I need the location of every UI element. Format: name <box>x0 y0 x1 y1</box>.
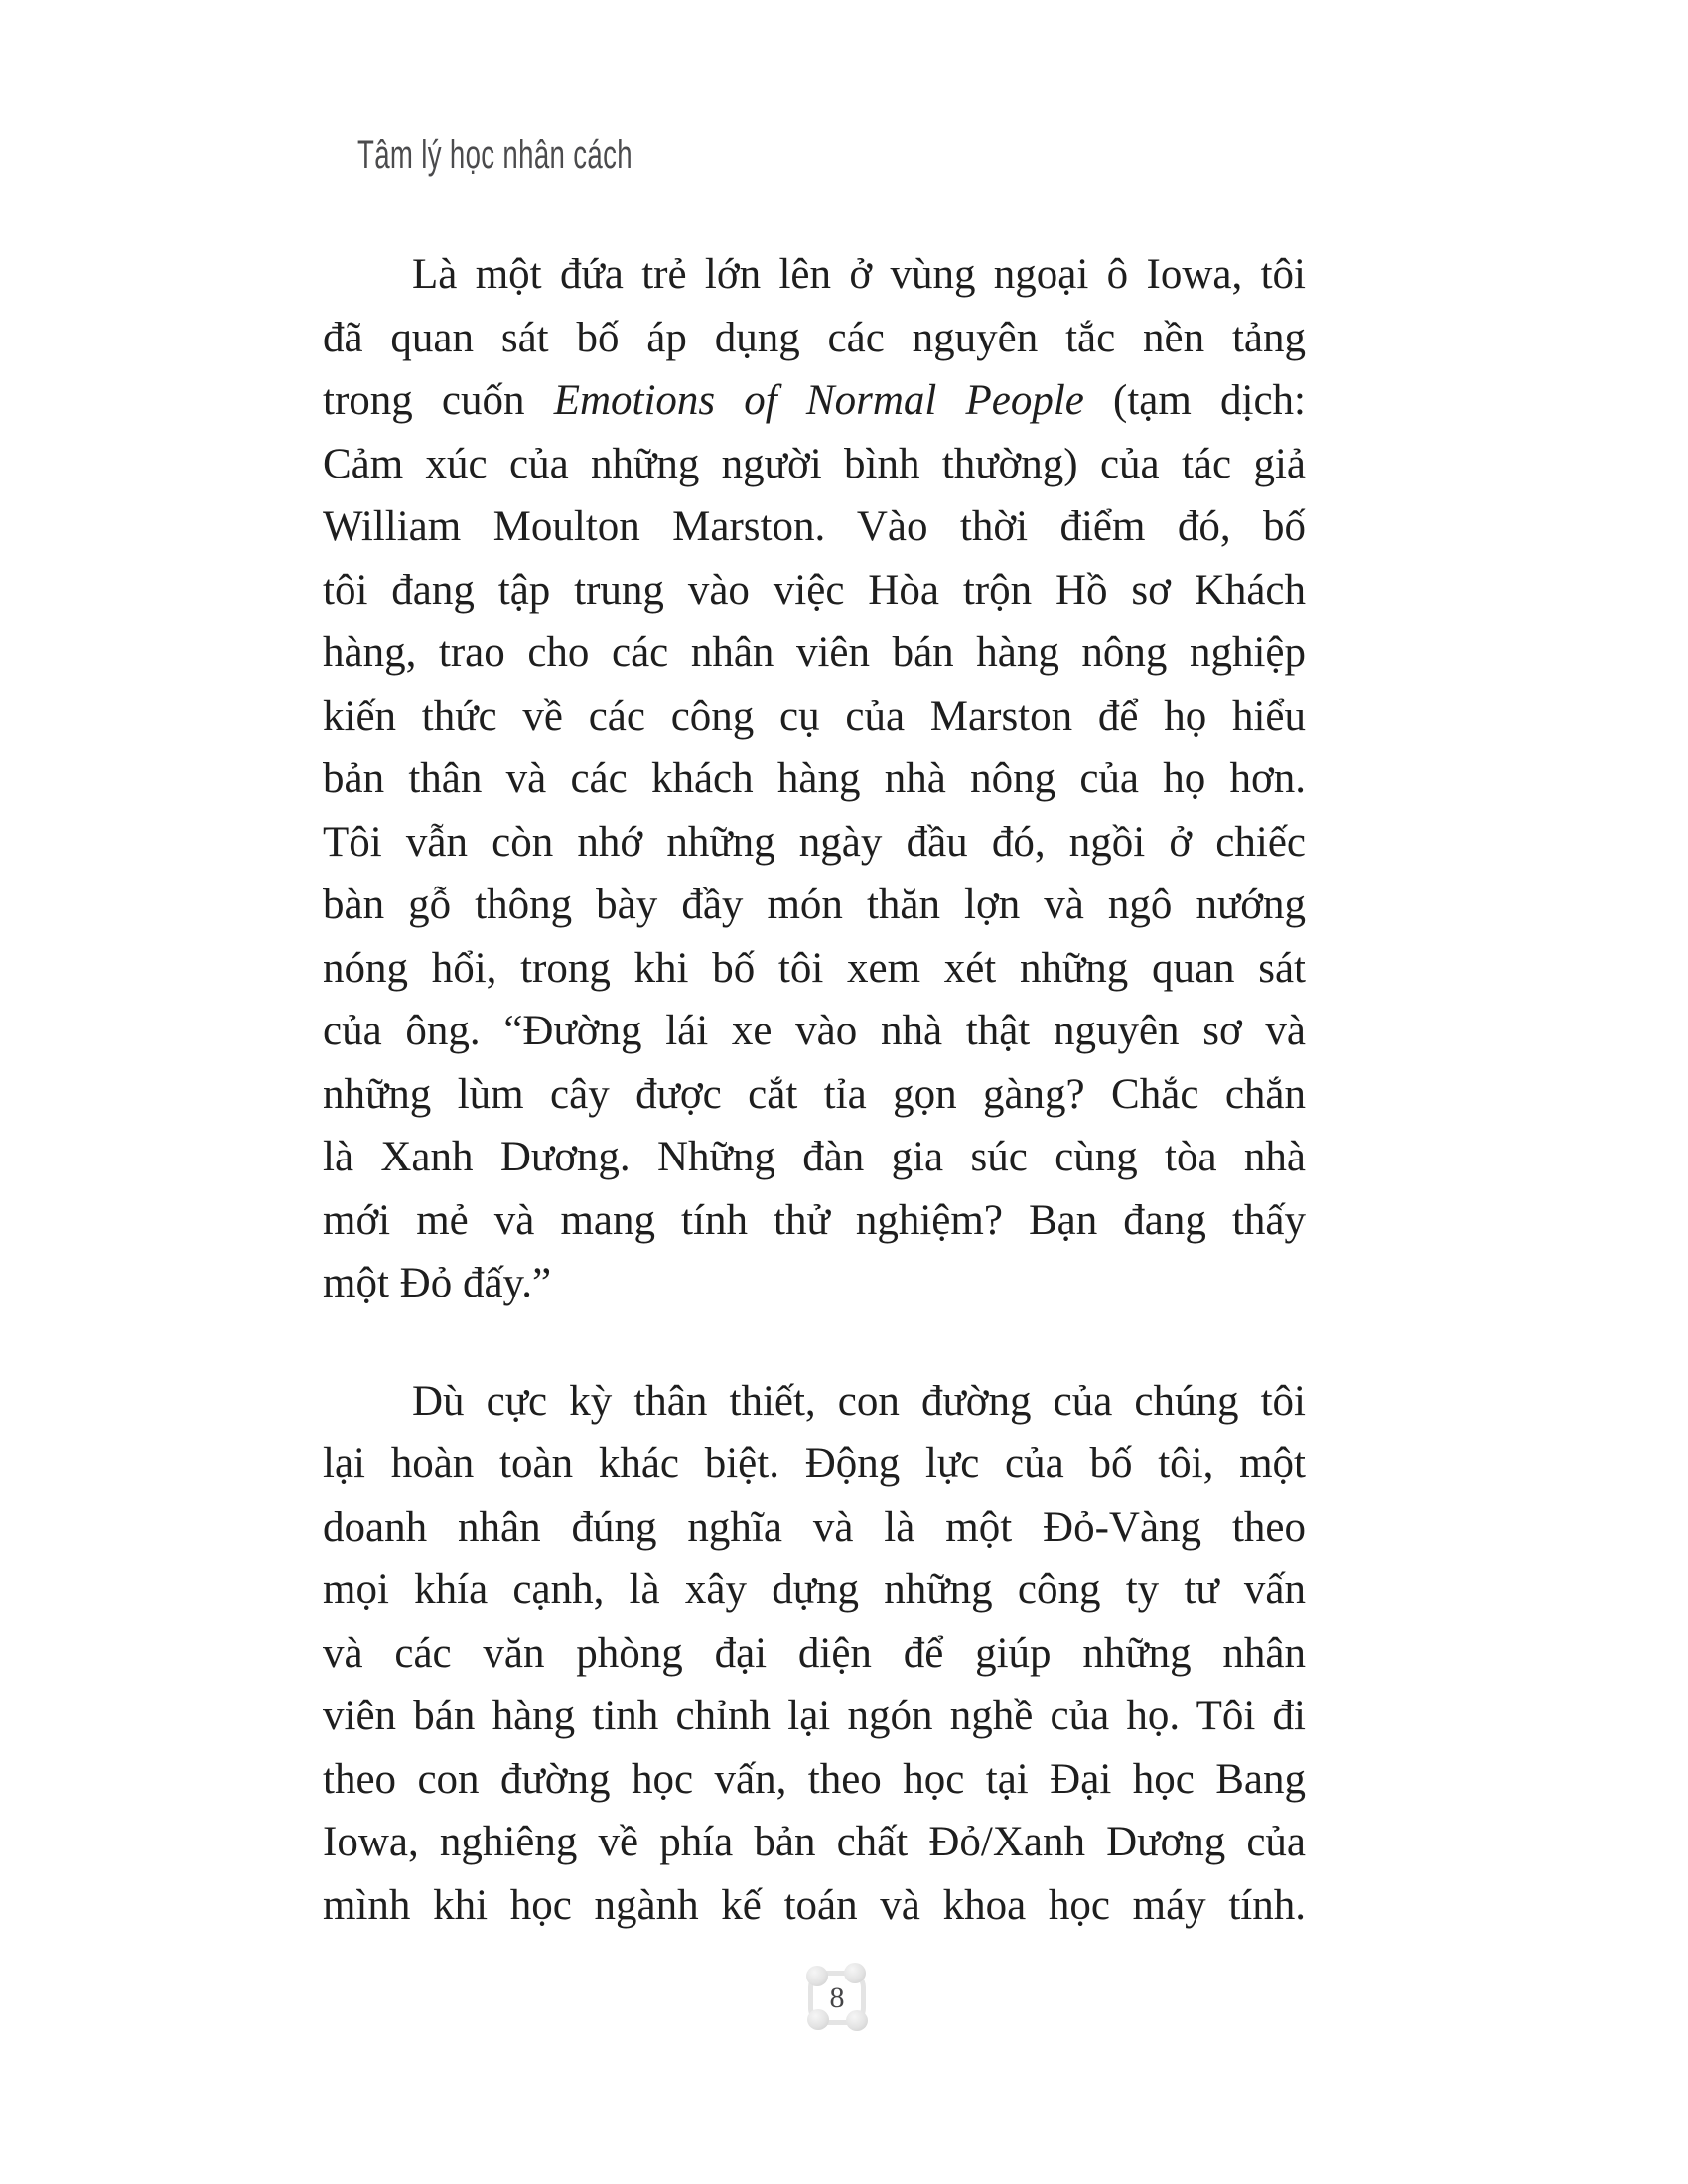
text-segment: mới mẻ và mang tính thử nghiệm? Bạn đang thấy <box>323 1196 1306 1244</box>
text-segment: Tôi vẫn còn nhớ những ngày đầu đó, ngồi ở chiếc <box>323 818 1306 866</box>
body-line <box>323 495 1306 559</box>
body-line <box>323 1496 1306 1560</box>
body-line <box>323 1063 1306 1127</box>
text-segment: Dù cực kỳ thân thiết, con đường của chúng tôi <box>412 1377 1306 1425</box>
text-segment: Iowa, nghiêng về phía bản chất Đỏ/Xanh Dương của <box>323 1819 1306 1865</box>
text-segment: của ông. “Đường lái xe vào nhà thật nguyên sơ và <box>323 1008 1306 1054</box>
text-segment: doanh nhân đúng nghĩa và là một Đỏ-Vàng theo <box>323 1503 1306 1551</box>
body-line <box>323 433 1306 496</box>
body-line <box>323 1126 1306 1189</box>
text-segment: Là một đứa trẻ lớn lên ở vùng ngoại ô Iowa, tôi <box>412 251 1306 298</box>
text-segment: lại hoàn toàn khác biệt. Động lực của bố tôi, một <box>323 1440 1306 1487</box>
text-segment: hàng, trao cho các nhân viên bán hàng nông nghiệp <box>323 629 1306 676</box>
text-segment: theo con đường học vấn, theo học tại Đại học Bang <box>323 1755 1306 1803</box>
text-segment: viên bán hàng tinh chỉnh lại ngón nghề của họ. Tôi đi <box>323 1693 1306 1739</box>
text-segment: và các văn phòng đại diện để giúp những nhân <box>323 1629 1306 1677</box>
text-segment: bàn gỗ thông bày đầy món thăn lợn và ngô nướng <box>323 882 1306 928</box>
body-line <box>323 811 1306 875</box>
body-line <box>323 685 1306 749</box>
text-segment: bản thân và các khách hàng nhà nông của họ hơn. <box>323 755 1306 802</box>
body-line <box>323 1622 1306 1686</box>
body-line <box>323 1685 1306 1748</box>
paragraph <box>323 243 1306 1315</box>
text-segment: nóng hổi, trong khi bố tôi xem xét những quan sát <box>323 944 1306 992</box>
running-header: Tâm lý học nhân cách <box>357 133 633 177</box>
text-segment: đã quan sát bố áp dụng các nguyên tắc nền tảng <box>323 314 1306 361</box>
text-segment: trong cuốn <box>323 377 554 424</box>
body-line <box>323 937 1306 1001</box>
text-segment: Cảm xúc của những người bình thường) của tác giả <box>323 440 1306 487</box>
body-line <box>323 748 1306 811</box>
text-segment: một Đỏ đấy.” <box>323 1260 552 1306</box>
body-line <box>323 307 1306 370</box>
body-line <box>323 1370 1306 1433</box>
text-segment: mọi khía cạnh, là xây dựng những công ty tư vấn <box>323 1567 1306 1613</box>
body-line <box>323 243 1306 307</box>
body-line <box>323 1874 1306 1938</box>
body-line <box>323 1252 1306 1315</box>
text-segment: là Xanh Dương. Những đàn gia súc cùng tòa nhà <box>323 1134 1306 1180</box>
body-line <box>323 1811 1306 1874</box>
body-line <box>323 1748 1306 1812</box>
text-segment: (tạm dịch: <box>1083 377 1306 424</box>
page-number-ornament <box>803 1968 871 2028</box>
text-segment: kiến thức về các công cụ của Marston để họ hiểu <box>323 692 1306 740</box>
page-number: 8 <box>829 1980 845 2014</box>
body-line <box>323 559 1306 622</box>
body-line <box>323 1433 1306 1496</box>
text-segment: tôi đang tập trung vào việc Hòa trộn Hồ sơ Khách <box>323 566 1306 614</box>
body-line <box>323 369 1306 433</box>
body-line <box>323 874 1306 937</box>
text-segment: William Moulton Marston. Vào thời điểm đó, bố <box>323 503 1306 550</box>
text-segment: những lùm cây được cắt tỉa gọn gàng? Chắc chắn <box>323 1070 1306 1118</box>
body-line <box>323 1000 1306 1063</box>
body-line <box>323 1189 1306 1253</box>
body-text <box>323 243 1306 1937</box>
paragraph <box>323 1370 1306 1938</box>
body-line <box>323 1559 1306 1622</box>
text-segment: mình khi học ngành kế toán và khoa học máy tính. <box>323 1881 1306 1929</box>
body-line <box>323 621 1306 685</box>
italic-book-title: Emotions of Normal People <box>553 377 1084 424</box>
